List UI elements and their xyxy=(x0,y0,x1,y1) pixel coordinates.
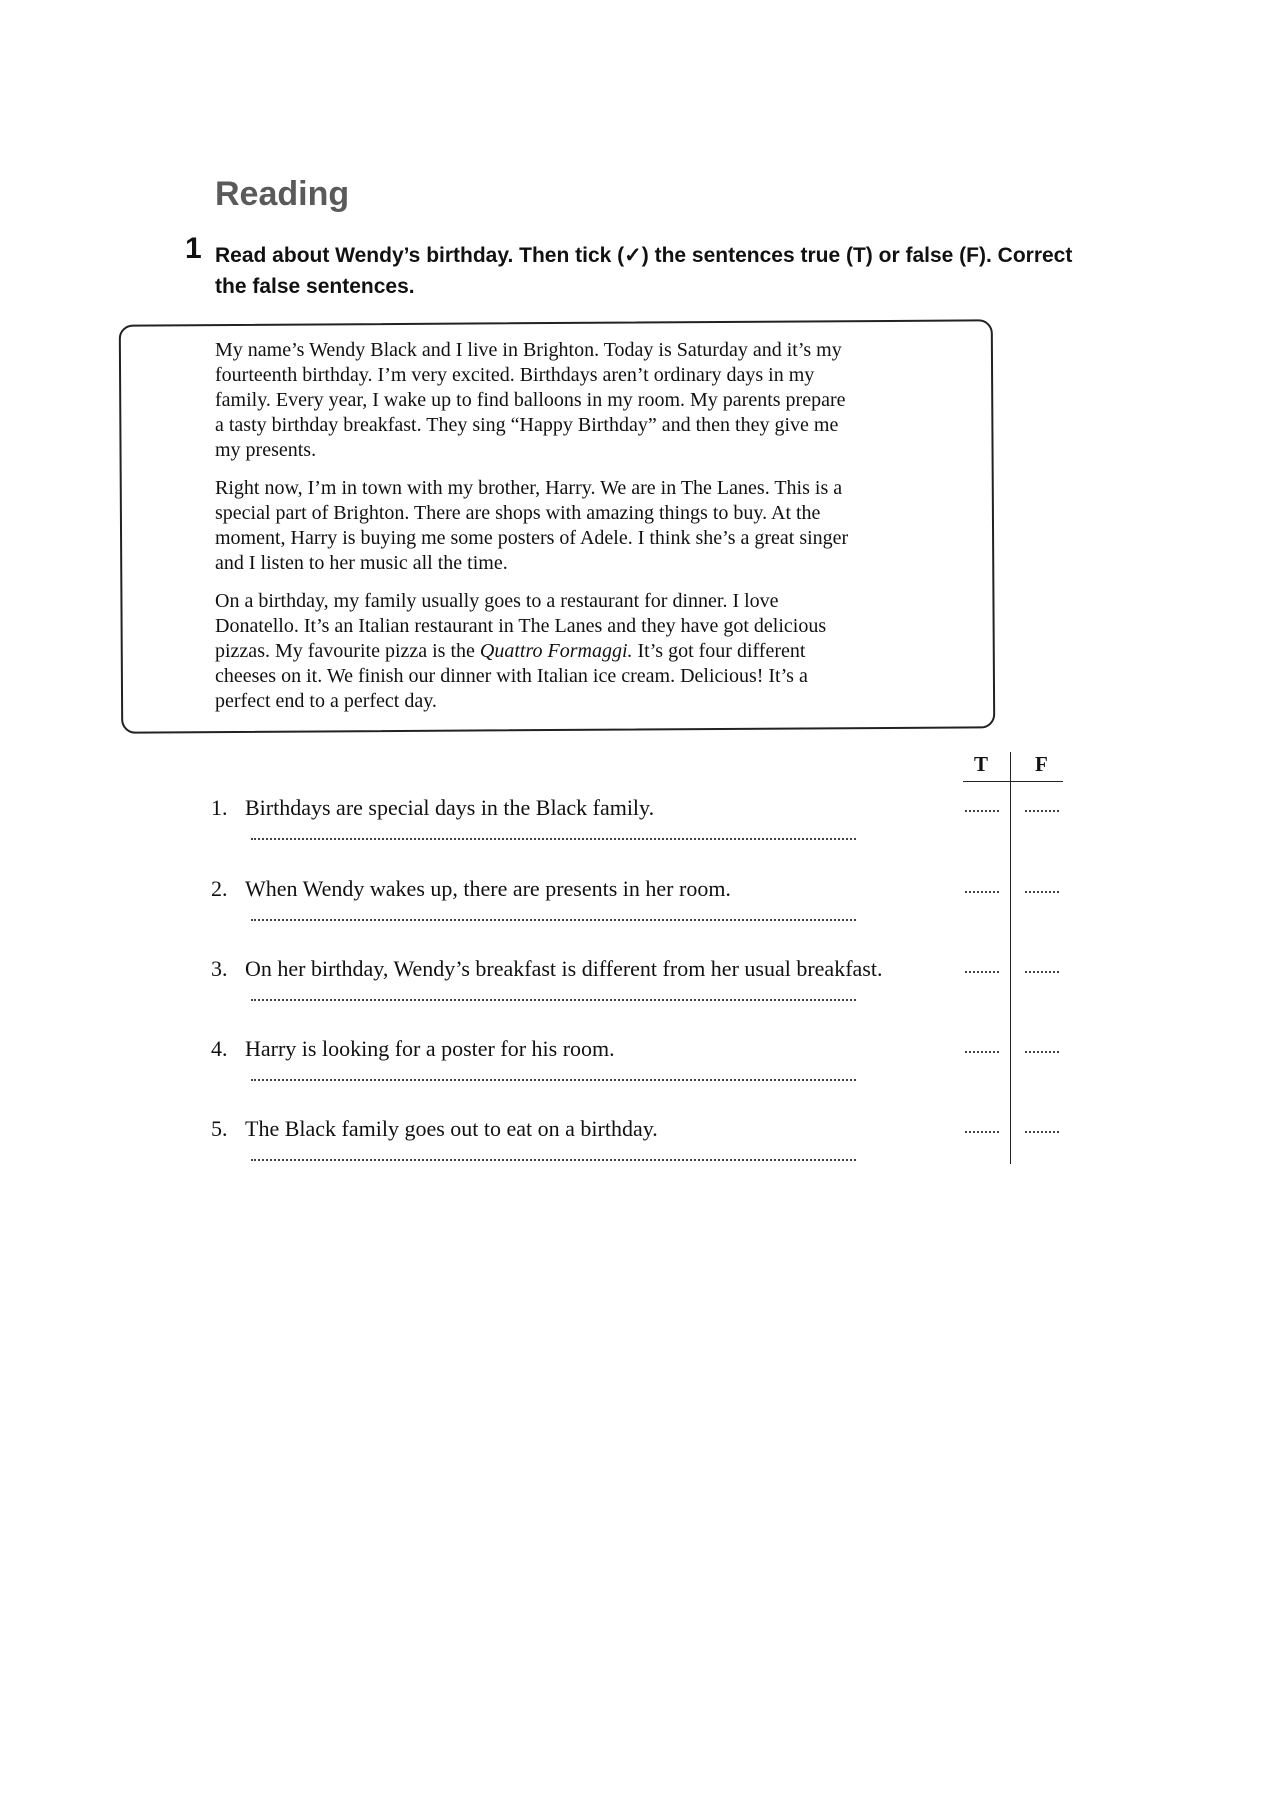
statement-3 xyxy=(211,956,1071,1036)
correction-line[interactable] xyxy=(251,998,856,1001)
correction-line[interactable] xyxy=(251,918,856,921)
statement-number: 1. xyxy=(211,795,228,820)
true-tick-field[interactable] xyxy=(965,970,999,973)
false-tick-field[interactable] xyxy=(1025,1130,1059,1133)
true-tick-field[interactable] xyxy=(965,1050,999,1053)
true-tick-field[interactable] xyxy=(965,809,999,812)
reading-paragraph-2: Right now, I’m in town with my brother, Harry. We are in The Lanes. This is a special part of Brighton. There are shops with amazing things to buy. At the moment, Harry is buying me some posters of Adele. I think she’s a great singer and I listen to her music all the time. xyxy=(215,477,849,574)
statement-number: 5. xyxy=(211,1116,228,1141)
reading-paragraph-1: My name’s Wendy Black and I live in Brighton. Today is Saturday and it’s my fourteenth birthday. I’m very excited. Birthdays aren’t ordinary days in my family. Every year, I wake up to find balloons in my room. My parents prepare a tasty birthday breakfast. They sing “Happy Birthday” and then they give me my presents. xyxy=(215,339,846,461)
statement-5 xyxy=(211,1116,1071,1196)
statement-4 xyxy=(211,1036,1071,1116)
statement-text: The Black family goes out to eat on a birthday. xyxy=(245,1116,658,1141)
reading-paragraph-3 xyxy=(215,589,855,714)
exercise-instructions: Read about Wendy’s birthday. Then tick (✓) the sentences true (T) or false (F). Correct the false sentences. xyxy=(215,244,1073,298)
false-tick-field[interactable] xyxy=(1025,890,1059,893)
statement-text: Harry is looking for a poster for his room. xyxy=(245,1036,615,1061)
statement-number: 3. xyxy=(211,956,228,981)
false-column-header: F xyxy=(1035,752,1048,776)
header-underline xyxy=(963,781,1063,782)
pizza-name: Quattro Formaggi. xyxy=(479,640,633,662)
correction-line[interactable] xyxy=(251,837,856,840)
statement-text: When Wendy wakes up, there are presents in her room. xyxy=(245,876,731,901)
statement-text: On her birthday, Wendy’s breakfast is different from her usual breakfast. xyxy=(245,956,883,981)
statement-1 xyxy=(211,795,1071,875)
statement-number: 4. xyxy=(211,1036,228,1061)
false-tick-field[interactable] xyxy=(1025,1050,1059,1053)
false-tick-field[interactable] xyxy=(1025,970,1059,973)
true-tick-field[interactable] xyxy=(965,890,999,893)
statement-number: 2. xyxy=(211,876,228,901)
statement-text: Birthdays are special days in the Black family. xyxy=(245,795,655,820)
section-title: Reading xyxy=(215,175,350,213)
true-tick-field[interactable] xyxy=(965,1130,999,1133)
statement-2 xyxy=(211,876,1071,956)
exercise-number: 1 xyxy=(185,232,202,265)
correction-line[interactable] xyxy=(251,1158,856,1161)
reading-paragraph-3-end: It’s got four different cheeses on it. We finish our dinner with Italian ice cream. Delicious! It’s a perfect end to a perfect day. xyxy=(215,640,808,712)
false-tick-field[interactable] xyxy=(1025,809,1059,812)
correction-line[interactable] xyxy=(251,1078,856,1081)
true-column-header: T xyxy=(974,752,989,776)
reading-paragraph-3-start: On a birthday, my family usually goes to a restaurant for dinner. I love Donatello. It’s an Italian restaurant in The Lanes and they have got delicious pizzas. My favourite pizza is the xyxy=(215,590,827,662)
reading-text xyxy=(215,338,855,727)
